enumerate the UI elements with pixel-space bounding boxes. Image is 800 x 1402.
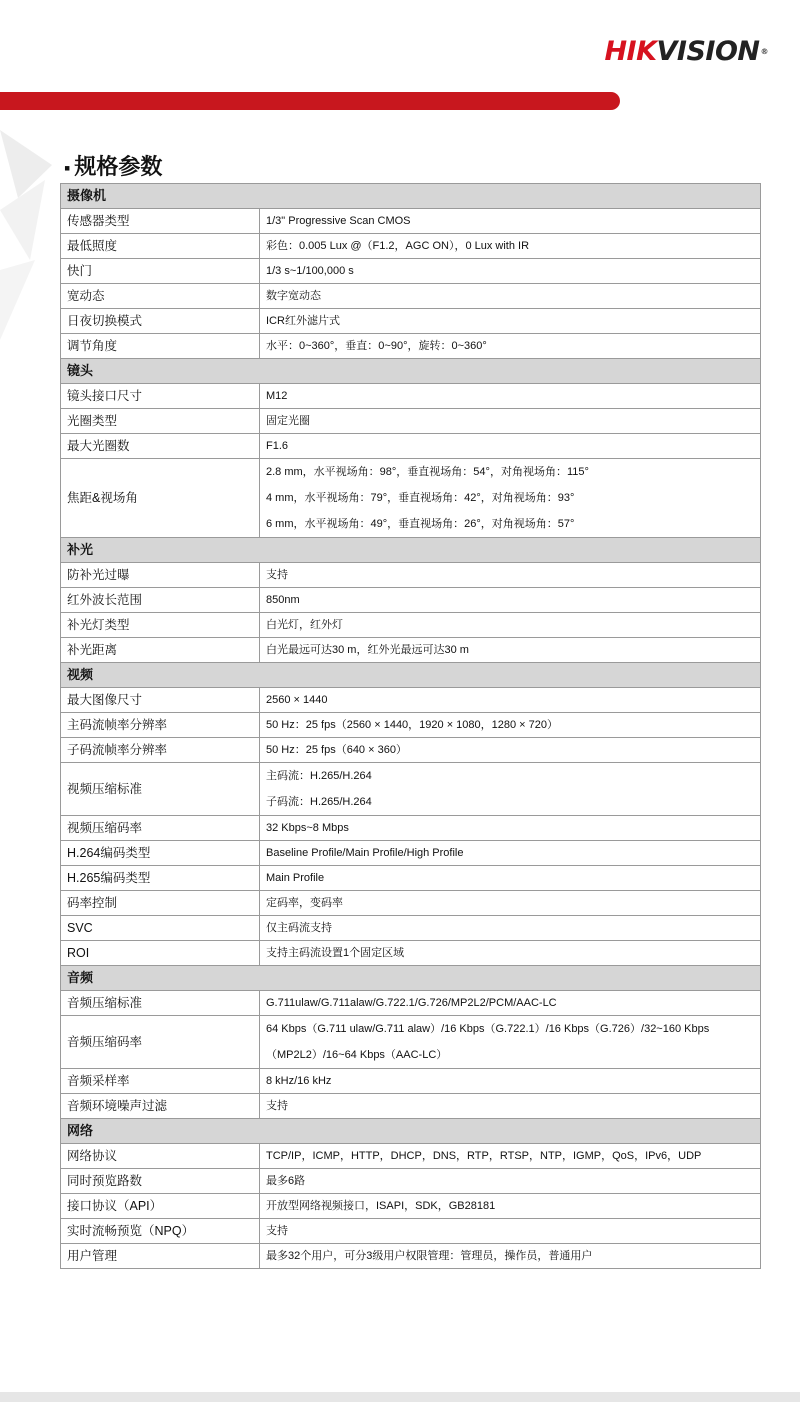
spec-value: Main Profile: [260, 866, 761, 891]
spec-value: 1/3" Progressive Scan CMOS: [260, 209, 761, 234]
spec-value-line: 2.8 mm，水平视场角：98°，垂直视场角：54°，对角视场角：115°: [266, 466, 589, 478]
spec-value: 固定光圈: [260, 409, 761, 434]
spec-value: Baseline Profile/Main Profile/High Profile: [260, 841, 761, 866]
spec-row: [61, 1094, 761, 1119]
section-header-row: [61, 663, 761, 688]
spec-value-line: 主码流：H.265/H.264: [266, 770, 372, 782]
spec-row: [61, 688, 761, 713]
spec-label: 红外波长范围: [61, 588, 260, 613]
page-title: ▪ 规格参数: [64, 154, 163, 179]
spec-row: [61, 1244, 761, 1269]
spec-label: 光圈类型: [61, 409, 260, 434]
spec-row: [61, 234, 761, 259]
section-header-row: [61, 538, 761, 563]
section-header-row: [61, 184, 761, 209]
spec-label: 最低照度: [61, 234, 260, 259]
spec-row: [61, 638, 761, 663]
spec-label: 网络协议: [61, 1144, 260, 1169]
spec-value: 最多6路: [260, 1169, 761, 1194]
spec-row: [61, 891, 761, 916]
spec-label: 音频压缩标准: [61, 991, 260, 1016]
spec-label: 调节角度: [61, 334, 260, 359]
hikvision-logo: [604, 36, 768, 68]
spec-label: 最大光圈数: [61, 434, 260, 459]
spec-value: 定码率，变码率: [260, 891, 761, 916]
spec-value: G.711ulaw/G.711alaw/G.722.1/G.726/MP2L2/PCM/AAC-LC: [260, 991, 761, 1016]
spec-label: 补光灯类型: [61, 613, 260, 638]
spec-value: [260, 763, 761, 816]
spec-row: [61, 1194, 761, 1219]
section-header: 网络: [61, 1119, 761, 1144]
spec-value: 支持主码流设置1个固定区域: [260, 941, 761, 966]
spec-label: 子码流帧率分辨率: [61, 738, 260, 763]
spec-row: [61, 713, 761, 738]
section-header: 音频: [61, 966, 761, 991]
spec-row: [61, 1069, 761, 1094]
spec-value: M12: [260, 384, 761, 409]
spec-label: 镜头接口尺寸: [61, 384, 260, 409]
spec-row: [61, 816, 761, 841]
spec-label: 防补光过曝: [61, 563, 260, 588]
spec-value: TCP/IP，ICMP，HTTP，DHCP，DNS，RTP，RTSP，NTP，IGMP，QoS，IPv6，UDP: [260, 1144, 761, 1169]
spec-label: H.264编码类型: [61, 841, 260, 866]
spec-row: [61, 738, 761, 763]
section-header: 视频: [61, 663, 761, 688]
spec-row: [61, 941, 761, 966]
spec-table: [60, 183, 761, 1269]
spec-value: 最多32个用户，可分3级用户权限管理：管理员，操作员，普通用户: [260, 1244, 761, 1269]
spec-label: 实时流畅预览（NPQ）: [61, 1219, 260, 1244]
spec-value: 白光灯，红外灯: [260, 613, 761, 638]
section-header-row: [61, 1119, 761, 1144]
spec-value: 850nm: [260, 588, 761, 613]
spec-label: H.265编码类型: [61, 866, 260, 891]
spec-label: 焦距&视场角: [61, 459, 260, 538]
spec-value: ICR红外滤片式: [260, 309, 761, 334]
spec-row: [61, 434, 761, 459]
footer-bar: [0, 1392, 800, 1402]
spec-label: 最大图像尺寸: [61, 688, 260, 713]
spec-label: 快门: [61, 259, 260, 284]
spec-value: 仅主码流支持: [260, 916, 761, 941]
spec-label: 日夜切换模式: [61, 309, 260, 334]
spec-value: 彩色：0.005 Lux @（F1.2，AGC ON），0 Lux with IR: [260, 234, 761, 259]
spec-row: [61, 259, 761, 284]
spec-value: 50 Hz：25 fps（640 × 360）: [260, 738, 761, 763]
spec-value-line: 子码流：H.265/H.264: [266, 796, 372, 808]
logo-vision: VISION: [656, 36, 760, 67]
spec-value-line: 64 Kbps（G.711 ulaw/G.711 alaw）/16 Kbps（G.722.1）/16 Kbps（G.726）/32~160 Kbps: [266, 1023, 710, 1035]
spec-value: F1.6: [260, 434, 761, 459]
spec-row: [61, 916, 761, 941]
spec-row: [61, 563, 761, 588]
spec-label: 音频采样率: [61, 1069, 260, 1094]
spec-label: 传感器类型: [61, 209, 260, 234]
section-header-row: [61, 359, 761, 384]
spec-value: 50 Hz：25 fps（2560 × 1440，1920 × 1080，1280 × 720）: [260, 713, 761, 738]
spec-label: 同时预览路数: [61, 1169, 260, 1194]
spec-label: 补光距离: [61, 638, 260, 663]
spec-row: [61, 384, 761, 409]
spec-label: 码率控制: [61, 891, 260, 916]
spec-value-line: （MP2L2）/16~64 Kbps（AAC-LC）: [266, 1049, 448, 1061]
spec-row: [61, 763, 761, 816]
spec-label: 主码流帧率分辨率: [61, 713, 260, 738]
spec-value: 白光最远可达30 m，红外光最远可达30 m: [260, 638, 761, 663]
spec-value: 支持: [260, 1094, 761, 1119]
spec-value: 支持: [260, 1219, 761, 1244]
spec-row: [61, 309, 761, 334]
spec-row: [61, 991, 761, 1016]
spec-row: [61, 1144, 761, 1169]
spec-row: [61, 1169, 761, 1194]
spec-value: 1/3 s~1/100,000 s: [260, 259, 761, 284]
spec-label: 音频压缩码率: [61, 1016, 260, 1069]
spec-row: [61, 1016, 761, 1069]
logo-registered-mark: ®: [760, 47, 768, 56]
spec-value: 开放型网络视频接口，ISAPI，SDK，GB28181: [260, 1194, 761, 1219]
spec-value: 水平：0~360°，垂直：0~90°，旋转：0~360°: [260, 334, 761, 359]
spec-value-line: 6 mm，水平视场角：49°，垂直视场角：26°，对角视场角：57°: [266, 518, 575, 530]
page-title-text: 规格参数: [74, 154, 163, 179]
spec-row: [61, 1219, 761, 1244]
spec-label: 视频压缩码率: [61, 816, 260, 841]
spec-row: [61, 409, 761, 434]
spec-row: [61, 588, 761, 613]
spec-label: ROI: [61, 941, 260, 966]
spec-value: [260, 1016, 761, 1069]
logo-hik: HIK: [604, 36, 657, 67]
spec-value: 数字宽动态: [260, 284, 761, 309]
spec-value: [260, 459, 761, 538]
section-header: 镜头: [61, 359, 761, 384]
spec-label: 接口协议（API）: [61, 1194, 260, 1219]
spec-value: 2560 × 1440: [260, 688, 761, 713]
spec-row: [61, 209, 761, 234]
spec-label: 视频压缩标准: [61, 763, 260, 816]
spec-row: [61, 334, 761, 359]
spec-value: 8 kHz/16 kHz: [260, 1069, 761, 1094]
spec-row: [61, 284, 761, 309]
spec-value: 支持: [260, 563, 761, 588]
spec-label: 宽动态: [61, 284, 260, 309]
spec-row: [61, 841, 761, 866]
section-header: 补光: [61, 538, 761, 563]
spec-row: [61, 459, 761, 538]
header-red-bar: [0, 92, 620, 110]
spec-row: [61, 613, 761, 638]
spec-row: [61, 866, 761, 891]
spec-label: 音频环境噪声过滤: [61, 1094, 260, 1119]
spec-label: 用户管理: [61, 1244, 260, 1269]
section-header: 摄像机: [61, 184, 761, 209]
section-header-row: [61, 966, 761, 991]
spec-value: 32 Kbps~8 Mbps: [260, 816, 761, 841]
spec-value-line: 4 mm，水平视场角：79°，垂直视场角：42°，对角视场角：93°: [266, 492, 575, 504]
spec-label: SVC: [61, 916, 260, 941]
